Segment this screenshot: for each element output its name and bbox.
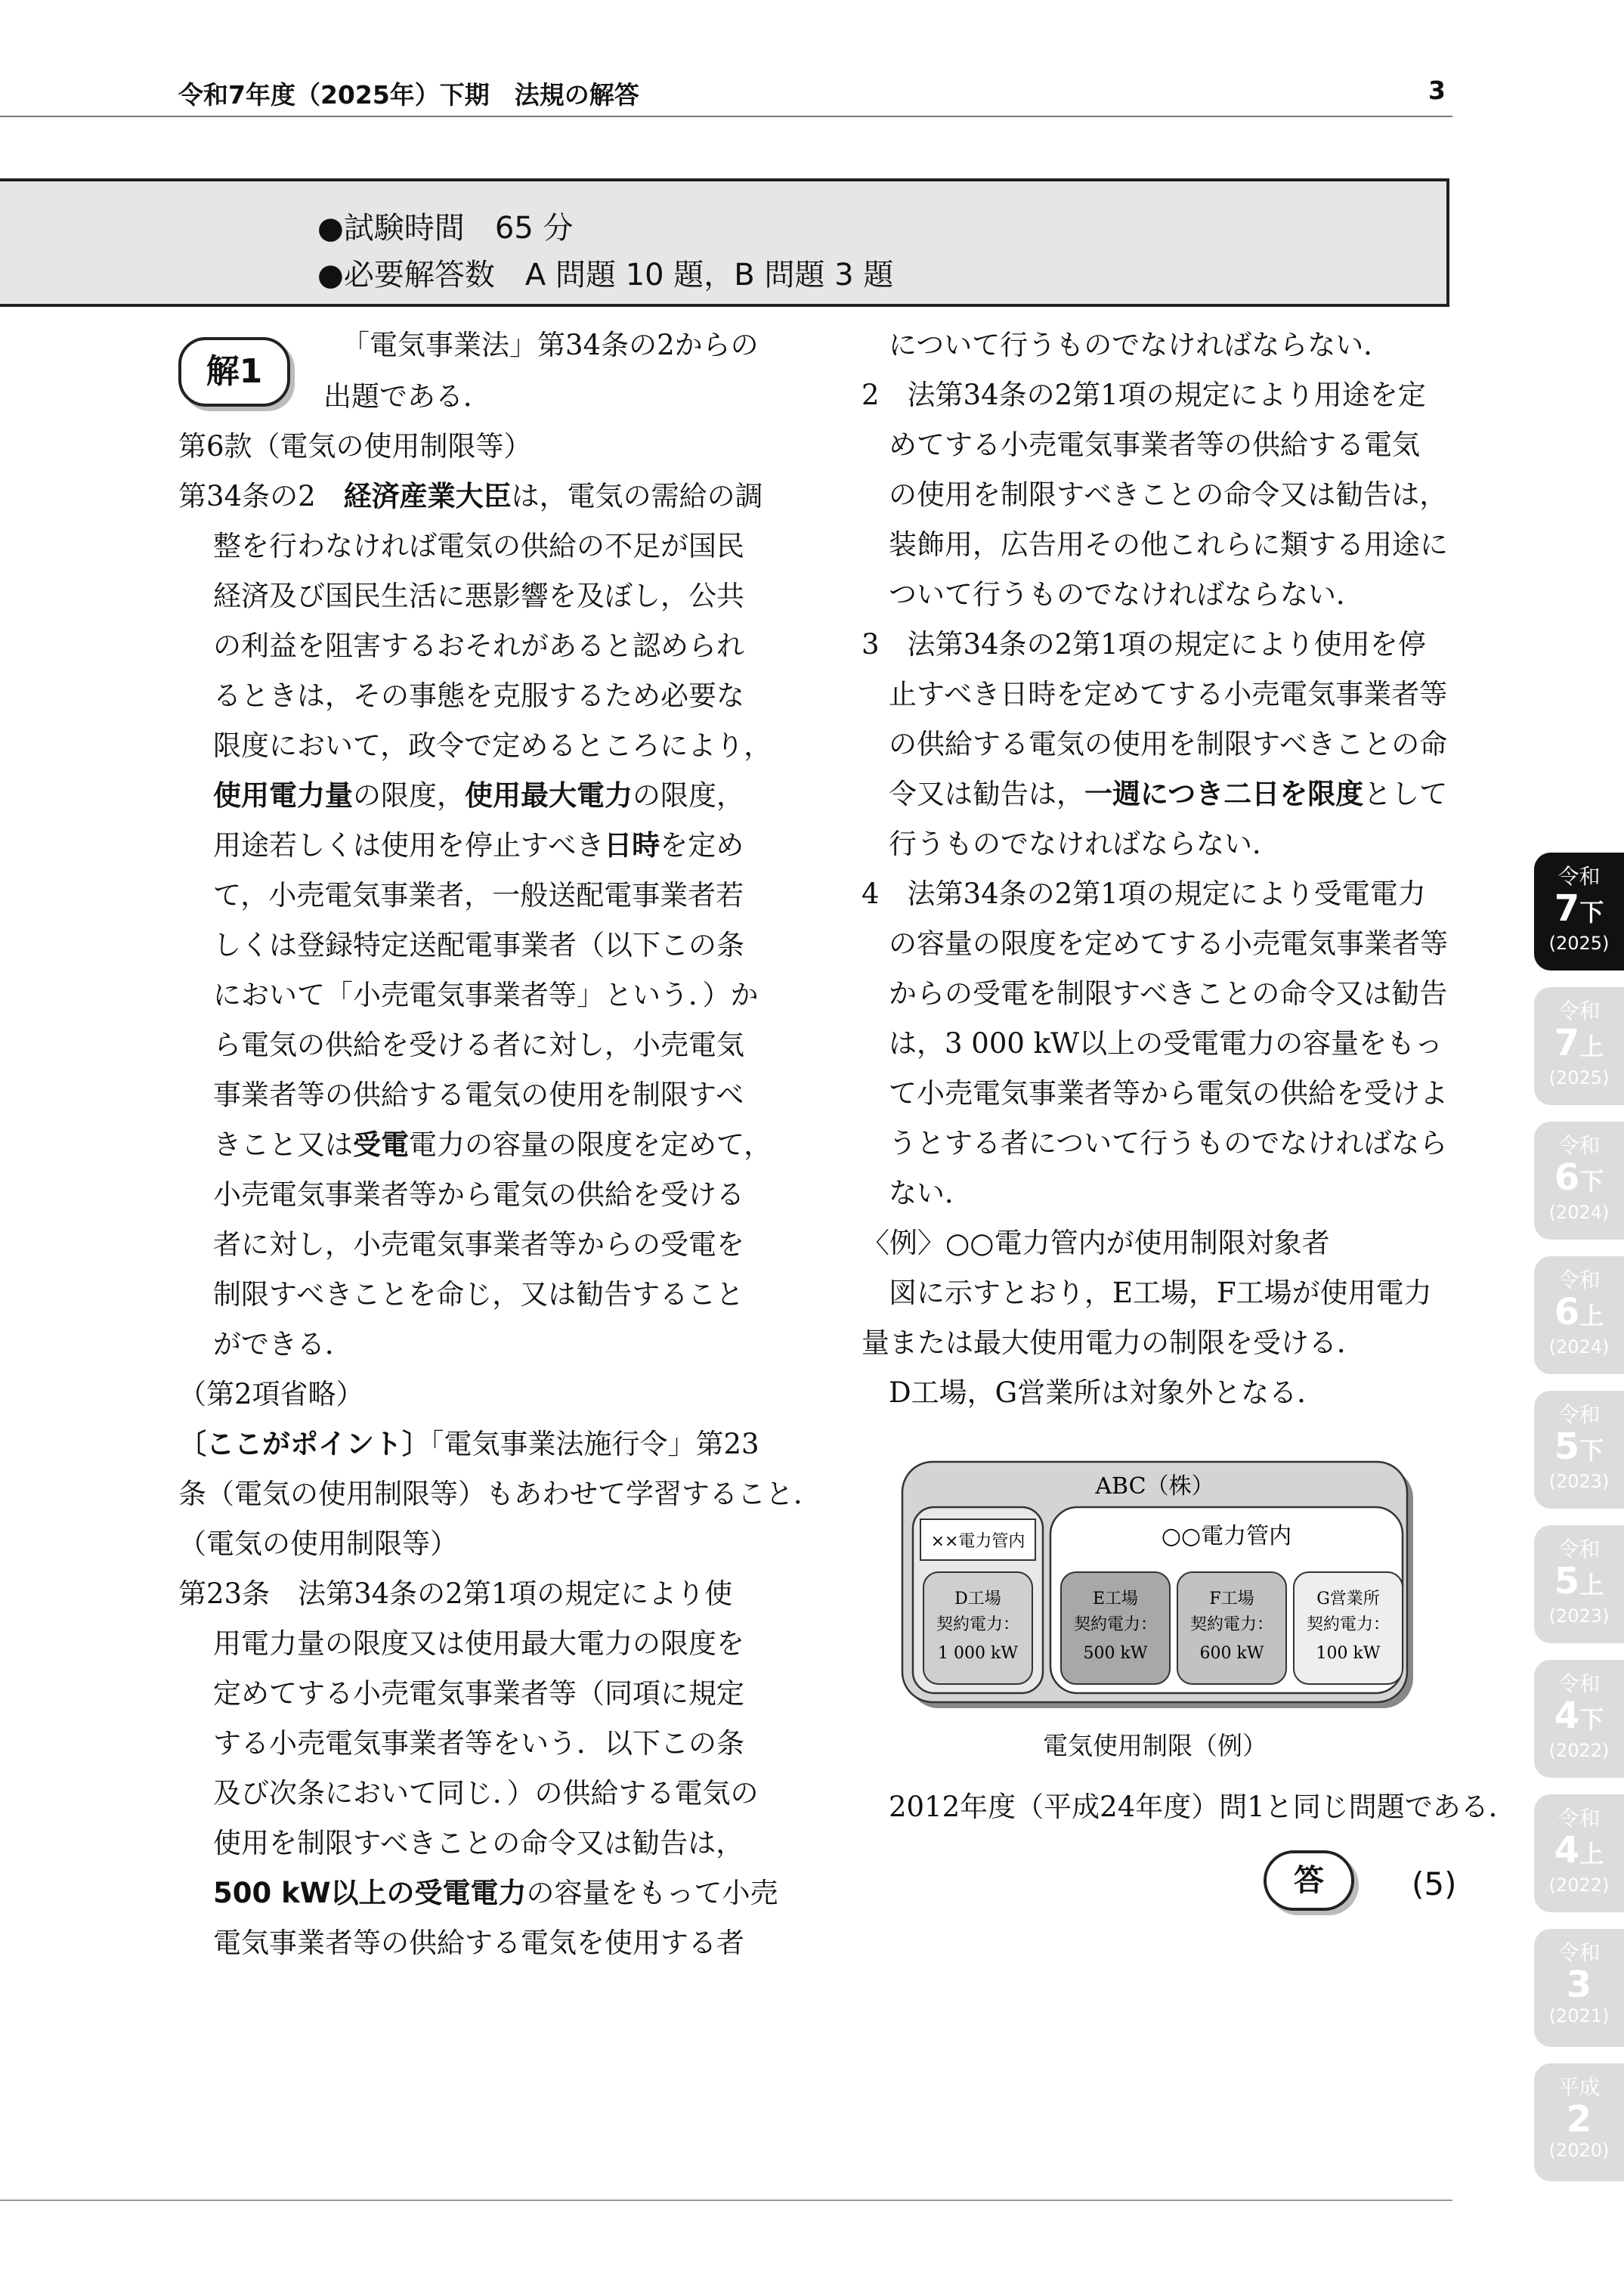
facility-contract: 契約電力： xyxy=(936,1615,1020,1634)
facility-contract: 契約電力： xyxy=(1073,1615,1158,1634)
tab-num: 5 xyxy=(1554,1426,1580,1468)
tab-half: 下 xyxy=(1579,1436,1604,1465)
tab-num: 7 xyxy=(1554,1022,1580,1064)
text-span: を定め xyxy=(660,829,744,862)
text-line: しくは登録特定送配電事業者（以下この条 xyxy=(213,929,744,961)
text-span: として xyxy=(1363,778,1448,810)
tab-year: (2023) xyxy=(1548,1471,1610,1492)
tab-era: 令和 xyxy=(1557,1133,1601,1158)
footer-rule xyxy=(0,2200,1452,2201)
text-line: 第6款（電気の使用制限等） xyxy=(178,430,532,463)
text-line: 行うものでなければならない． xyxy=(889,828,1280,860)
facility-name: G営業所 xyxy=(1316,1590,1380,1608)
tab-era: 令和 xyxy=(1557,1268,1601,1293)
text-span: 電力の容量の限度を定めて， xyxy=(409,1128,772,1161)
text-line: は，3 000 kW以上の受電電力の容量をもっ xyxy=(889,1027,1443,1060)
tab-num: 6 xyxy=(1554,1291,1580,1333)
text-line: の使用を制限すべきことの命令又は勧告は， xyxy=(889,478,1448,511)
tab-num: 3 xyxy=(1566,1964,1592,2006)
facility-name: E工場 xyxy=(1092,1590,1139,1608)
company-label: ABC（株） xyxy=(1095,1473,1214,1500)
answer-badge: 答 xyxy=(1264,1850,1354,1911)
text-line xyxy=(213,1879,778,1907)
text-line: 定めてする小売電気事業者等（同項に規定 xyxy=(213,1677,744,1710)
tab-r5-upper[interactable] xyxy=(1534,1525,1624,1643)
text-line: （第2項省略） xyxy=(178,1378,364,1410)
tab-num: 7 xyxy=(1554,887,1580,930)
tab-r4-upper[interactable] xyxy=(1534,1794,1624,1912)
text-line: 限度において，政令で定めるところにより， xyxy=(213,729,772,762)
facility-contract: 契約電力： xyxy=(1189,1615,1274,1634)
text-line: ない． xyxy=(889,1177,973,1209)
text-line: する小売電気事業者等をいう．以下この条 xyxy=(213,1727,744,1760)
text-line: 「電気事業法」第34条の2からの xyxy=(342,329,759,361)
article-label: 第34条の2 xyxy=(178,480,344,512)
text-span: 「電気事業法施行令」第23 xyxy=(430,1428,759,1460)
text-line: の供給する電気の使用を制限すべきことの命 xyxy=(889,728,1448,760)
text-line: 事業者等の供給する電気の使用を制限すべ xyxy=(213,1079,744,1111)
tab-year: (2024) xyxy=(1548,1202,1610,1223)
tab-r3[interactable] xyxy=(1534,1929,1624,2047)
tab-h2[interactable] xyxy=(1534,2063,1624,2181)
facility-kw: 100 kW xyxy=(1316,1644,1381,1663)
tab-era: 令和 xyxy=(1557,1671,1601,1696)
text-line: 整を行わなければ電気の供給の不足が国民 xyxy=(213,530,744,562)
facility-kw: 500 kW xyxy=(1083,1644,1148,1663)
text-line: 第23条 法第34条の2第1項の規定により使 xyxy=(178,1577,733,1610)
text-line: （電気の使用制限等） xyxy=(178,1528,458,1560)
bold-term: 日時 xyxy=(604,829,660,862)
text-span: の容量をもって小売 xyxy=(526,1877,778,1909)
bold-term: 500 kW以上の受電電力 xyxy=(213,1877,527,1909)
tab-year: (2022) xyxy=(1548,1875,1610,1896)
text-line: 止すべき日時を定めてする小売電気事業者等 xyxy=(889,678,1448,710)
tab-half: 上 xyxy=(1579,1571,1604,1599)
tab-year: (2020) xyxy=(1548,2140,1610,2161)
text-line xyxy=(178,482,763,510)
tab-r6-lower[interactable] xyxy=(1534,1122,1624,1240)
text-span: は，電気の需給の調 xyxy=(511,480,763,512)
exam-time: ●試験時間 65 分 xyxy=(317,211,574,246)
tab-half: 上 xyxy=(1579,1302,1604,1330)
tab-half: 下 xyxy=(1579,1705,1604,1734)
tab-r7-upper[interactable] xyxy=(1534,987,1624,1105)
text-line: の利益を阻害するおそれがあると認められ xyxy=(213,630,744,662)
text-line xyxy=(213,829,744,862)
text-line: の容量の限度を定めてする小売電気事業者等 xyxy=(889,927,1448,960)
facility-e xyxy=(1061,1572,1170,1684)
tab-num: 5 xyxy=(1554,1560,1580,1602)
point-label: 〔ここがポイント〕 xyxy=(178,1428,430,1460)
facility-f xyxy=(1177,1572,1286,1684)
text-line: ができる． xyxy=(213,1328,353,1361)
bold-term: 経済産業大臣 xyxy=(343,480,512,512)
text-line: 制限すべきことを命じ，又は勧告すること xyxy=(213,1278,744,1311)
exam-info-box xyxy=(0,178,1449,307)
text-line: 用電力量の限度又は使用最大電力の限度を xyxy=(213,1627,744,1660)
running-header-title: 令和7年度（2025年）下期 法規の解答 xyxy=(178,80,639,110)
text-span: の限度， xyxy=(633,779,744,812)
text-line: ついて行うものでなければならない． xyxy=(889,578,1364,611)
header-rule xyxy=(0,116,1452,117)
area-oo-label: ○○電力管内 xyxy=(1161,1523,1292,1549)
answer-value: (5) xyxy=(1412,1865,1457,1902)
facility-contract: 契約電力： xyxy=(1306,1615,1390,1634)
text-line: 条（電気の使用制限等）もあわせて学習すること． xyxy=(178,1478,821,1510)
tab-era: 令和 xyxy=(1557,1806,1601,1831)
text-span: きこと又は xyxy=(213,1128,353,1161)
tab-year: (2025) xyxy=(1548,1067,1610,1088)
facility-kw: 1 000 kW xyxy=(938,1644,1018,1663)
text-span: 用途若しくは使用を停止すべき xyxy=(213,829,605,862)
tab-year: (2022) xyxy=(1548,1740,1610,1761)
tab-era: 令和 xyxy=(1557,1940,1601,1965)
facility-kw: 600 kW xyxy=(1199,1644,1264,1663)
text-line: 電気事業者等の供給する電気を使用する者 xyxy=(213,1927,744,1959)
text-line: 者に対し，小売電気事業者等からの受電を xyxy=(213,1228,744,1261)
tab-half: 上 xyxy=(1579,1840,1604,1868)
tab-half: 下 xyxy=(1579,898,1604,927)
text-span: 令又は勧告は， xyxy=(889,778,1084,810)
page-number: 3 xyxy=(1428,76,1446,105)
text-line xyxy=(213,1128,772,1161)
tab-half: 下 xyxy=(1579,1167,1604,1196)
text-line xyxy=(178,1430,759,1458)
tab-era: 令和 xyxy=(1557,864,1601,889)
tab-era: 平成 xyxy=(1557,2075,1601,2100)
text-line: めてする小売電気事業者等の供給する電気 xyxy=(889,429,1420,461)
diagram-caption: 電気使用制限（例） xyxy=(1043,1731,1267,1760)
text-line: 3 法第34条の2第1項の規定により使用を停 xyxy=(861,628,1426,661)
facility-name: D工場 xyxy=(954,1590,1001,1608)
text-line: D工場，G営業所は対象外となる． xyxy=(889,1376,1325,1409)
text-line: 装飾用，広告用その他これらに類する用途に xyxy=(889,528,1448,561)
tab-r5-lower[interactable] xyxy=(1534,1391,1624,1509)
tab-r7-lower[interactable] xyxy=(1534,853,1624,971)
text-line: て小売電気事業者等から電気の供給を受けよ xyxy=(889,1077,1448,1110)
tab-year: (2024) xyxy=(1548,1336,1610,1358)
answer-number-badge: 解1 xyxy=(178,337,290,407)
tab-era: 令和 xyxy=(1557,998,1601,1023)
tab-num: 4 xyxy=(1554,1829,1580,1871)
tab-num: 4 xyxy=(1554,1695,1580,1737)
tab-era: 令和 xyxy=(1557,1402,1601,1427)
text-line: 経済及び国民生活に悪影響を及ぼし，公共 xyxy=(213,580,744,612)
text-line: 図に示すとおり，E工場，F工場が使用電力 xyxy=(889,1277,1432,1309)
bold-term: 使用最大電力 xyxy=(465,779,633,812)
tab-num: 2 xyxy=(1566,2098,1592,2141)
tab-r6-upper[interactable] xyxy=(1534,1256,1624,1374)
same-problem-note: 2012年度（平成24年度）問1と同じ問題である． xyxy=(889,1791,1517,1823)
text-line: 量または最大使用電力の制限を受ける． xyxy=(861,1327,1365,1359)
text-line: るときは，その事態を克服するため必要な xyxy=(213,680,744,712)
text-span: の限度， xyxy=(353,779,465,812)
text-line: 小売電気事業者等から電気の供給を受ける xyxy=(213,1178,744,1211)
power-area-diagram xyxy=(899,1459,1413,1708)
bold-term: 使用電力量 xyxy=(213,779,353,812)
text-line: て，小売電気事業者，一般送配電事業者若 xyxy=(213,879,744,912)
text-line: について行うものでなければならない． xyxy=(889,329,1392,361)
tab-year: (2023) xyxy=(1548,1605,1610,1627)
bold-term: 一週につき二日を限度 xyxy=(1084,778,1364,810)
facility-name: F工場 xyxy=(1209,1590,1254,1608)
text-line: 及び次条において同じ．）の供給する電気の xyxy=(213,1777,759,1810)
area-xx-label: ××電力管内 xyxy=(930,1532,1025,1551)
tab-r4-lower[interactable] xyxy=(1534,1660,1624,1778)
tab-year: (2025) xyxy=(1548,933,1610,954)
facility-d xyxy=(923,1572,1032,1684)
text-line: 出題である． xyxy=(323,380,491,413)
text-line: うとする者について行うものでなければなら xyxy=(889,1127,1448,1159)
text-line: ら電気の供給を受ける者に対し，小売電気 xyxy=(213,1029,744,1061)
tab-year: (2021) xyxy=(1548,2005,1610,2026)
tab-era: 令和 xyxy=(1557,1537,1601,1562)
text-line xyxy=(889,780,1447,808)
required-answers: ●必要解答数 A 問題 10 題，B 問題 3 題 xyxy=(317,258,894,293)
text-line: 〈例〉○○電力管内が使用制限対象者 xyxy=(861,1227,1330,1259)
tab-num: 6 xyxy=(1554,1156,1580,1199)
bold-term: 受電 xyxy=(353,1128,409,1161)
tab-half: 上 xyxy=(1579,1032,1604,1061)
text-line: において「小売電気事業者等」という．）か xyxy=(213,979,759,1011)
text-line xyxy=(213,779,744,812)
text-line: 使用を制限すべきことの命令又は勧告は， xyxy=(213,1827,744,1859)
facility-g xyxy=(1294,1572,1403,1684)
text-line: からの受電を制限すべきことの命令又は勧告 xyxy=(889,977,1448,1010)
text-line: 2 法第34条の2第1項の規定により用途を定 xyxy=(861,379,1426,411)
text-line: 4 法第34条の2第1項の規定により受電電力 xyxy=(861,878,1426,910)
